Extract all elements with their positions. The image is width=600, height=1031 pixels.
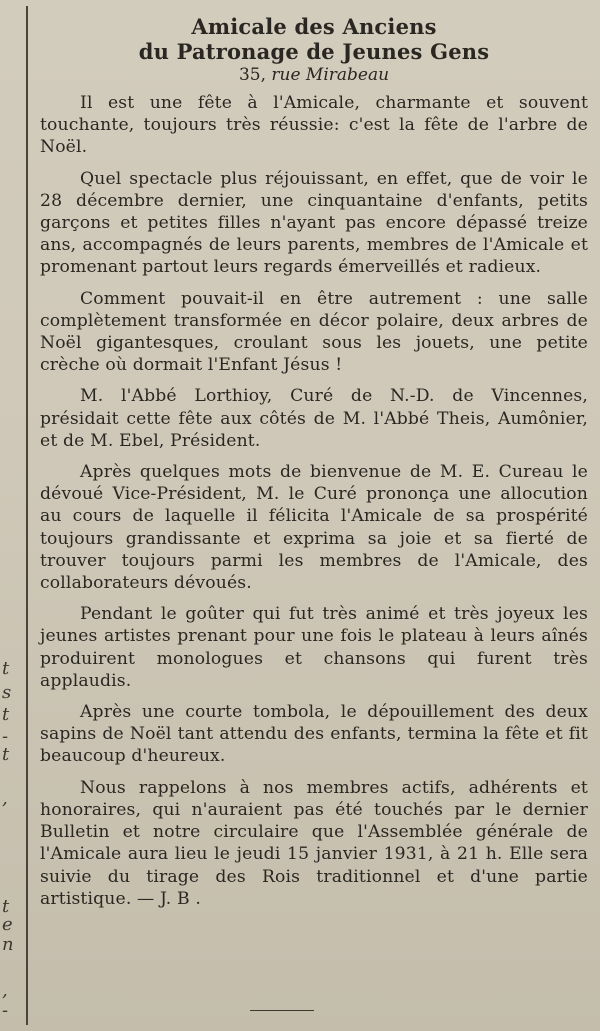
article-title-line1: Amicale des Anciens [191,14,437,39]
paragraph-tombola: Après une courte tombola, le dépouillement des deux sapins de Noël tant attendu des enfants, termina la fête et fit beaucoup d'heureux. [40,702,588,767]
paragraph-gouter: Pendant le goûter qui fut très animé et très joyeux les jeunes artistes prenant pour une fois le plateau à leurs aînés produirent monologues et chansons qui furent très applaudis. [40,604,588,691]
paragraph-assemblee: Nous rappelons à nos membres actifs, adhérents et honoraires, qui n'auraient pas été touchés par le dernier Bulletin et notre circulaire que l'Assemblée générale de l'Amicale aura lieu le jeudi 15 janvier 1931, à 21 h. Elle sera suivie du tirage des Rois traditionnel et d'une partie artistique. — J. B . [40,777,588,909]
paragraph-decor: Comment pouvait-il en être autrement : une salle complètement transformée en décor polaire, deux arbres de Noël gigantesques, croulant sous les jouets, une petite crèche où dormait l'Enfant Jésus ! [40,288,588,376]
margin-fragment: - [2,726,9,747]
column-rule [26,6,28,1025]
margin-fragment: , [2,980,8,1001]
margin-fragment: e [2,914,13,935]
end-rule [250,1010,314,1011]
article-title-line2: du Patronage de Jeunes Gens [138,39,490,64]
address-street: rue Mirabeau [271,65,390,85]
margin-fragment: n [2,934,14,955]
paragraph-spectacle: Quel spectacle plus réjouissant, en effet, que de voir le 28 décembre dernier, une cinquantaine d'enfants, petits garçons et petites filles n'ayant pas encore dépassé treize ans, accompagnés de leurs parents, membres de l'Amicale et promenant partout leurs regards émerveillés et radieux. [40,168,588,278]
paragraph-presidence: M. l'Abbé Lorthioy, Curé de N.-D. de Vincennes, présidait cette fête aux côtés de M. l'Abbé Theis, Aumônier, et de M. Ebel, Président. [40,386,588,451]
margin-fragment: , [2,788,8,809]
article-address [40,64,588,86]
margin-fragment: s [2,682,12,703]
margin-fragment: t [2,896,10,917]
left-margin-fragments [0,0,22,1031]
paragraph-intro: Il est une fête à l'Amicale, charmante et souvent touchante, toujours très réussie: c'est la fête de l'arbre de Noël. [40,93,588,158]
article [40,14,588,919]
margin-fragment: - [2,1000,9,1021]
paragraph-allocution: Après quelques mots de bienvenue de M. E. Cureau le dévoué Vice-Président, M. le Curé prononça une allocution au cours de laquelle il félicita l'Amicale de sa prospérité toujours grandissante et exprima sa joie et sa fierté de trouver toujours parmi les membres de l'Amicale, des collaborateurs dévoués. [40,462,588,594]
margin-fragment: t [2,658,10,679]
address-number: 35, [238,65,266,85]
margin-fragment: t [2,704,10,725]
margin-fragment: t [2,744,10,765]
